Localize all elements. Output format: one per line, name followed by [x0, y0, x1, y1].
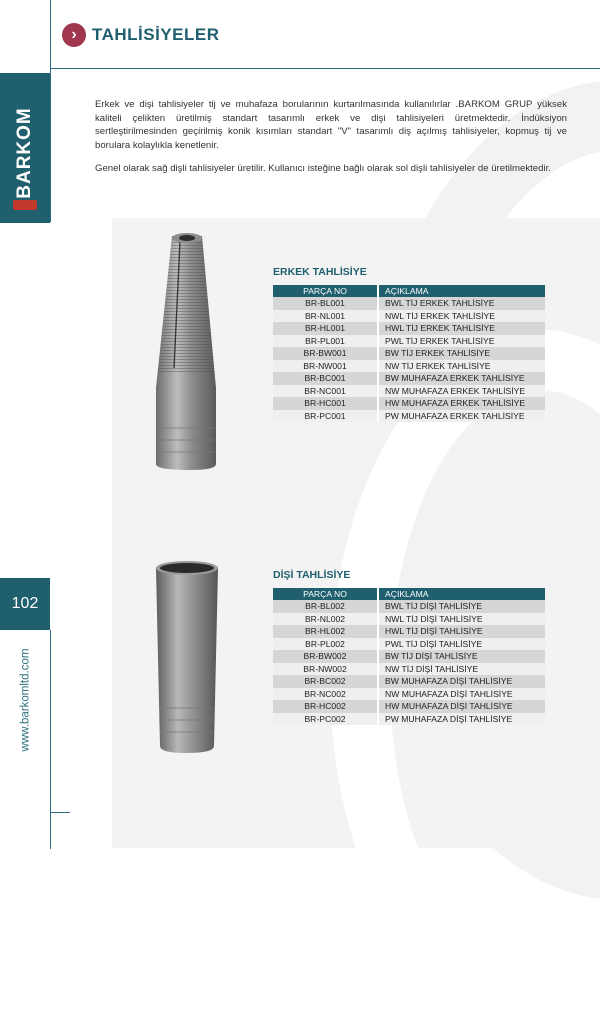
table-row [273, 650, 545, 663]
description-cell: PW MUHAFAZA ERKEK TAHLİSİYE [378, 410, 545, 423]
table-row [273, 310, 545, 323]
part-number-cell: BR-NL002 [273, 613, 378, 626]
description-cell: PW MUHAFAZA DİŞİ TAHLİSİYE [378, 713, 545, 726]
part-number-cell: BR-BL002 [273, 600, 378, 613]
male-tap-image [150, 228, 230, 473]
description-cell: NWL TİJ DİŞİ TAHLİSİYE [378, 613, 545, 626]
table-row [273, 663, 545, 676]
header-divider [50, 68, 600, 69]
sidebar-divider [50, 630, 51, 849]
part-number-cell: BR-NW001 [273, 360, 378, 373]
female-spec-table [273, 588, 545, 725]
description-cell: PWL TİJ DİŞİ TAHLİSİYE [378, 638, 545, 651]
part-number-cell: BR-HL002 [273, 625, 378, 638]
chevron-right-icon: › [62, 23, 86, 47]
description-cell: BWL TİJ DİŞİ TAHLİSİYE [378, 600, 545, 613]
description-cell: NWL TİJ ERKEK TAHLİSİYE [378, 310, 545, 323]
table-row [273, 675, 545, 688]
description-cell: HW MUHAFAZA ERKEK TAHLİSİYE [378, 397, 545, 410]
column-header-description: AÇIKLAMA [378, 285, 545, 297]
part-number-cell: BR-BL001 [273, 297, 378, 310]
description-cell: NW TİJ ERKEK TAHLİSİYE [378, 360, 545, 373]
intro-paragraph: Erkek ve dişi tahlisiyeler tij ve muhafaza borularının kurtarılmasında kullanılırlar .BARKOM GRUP yüksek kaliteli çelikten üretilmiş standart tasarımlı erkek ve dişi tahlisiyeleri üretmektedir. İndüksiyon sertleştirilmesinden geçirilmiş konik kısımları standart "V" tasarımlı diş açılmış tahlisiyeler, kopmuş tij ve borulara kolaylıkla kenetlenir. [95, 99, 567, 151]
part-number-cell: BR-NC002 [273, 688, 378, 701]
table-row [273, 347, 545, 360]
description-cell: NW MUHAFAZA ERKEK TAHLİSİYE [378, 385, 545, 398]
part-number-cell: BR-PL002 [273, 638, 378, 651]
description-cell: HWL TİJ DİŞİ TAHLİSİYE [378, 625, 545, 638]
part-number-cell: BR-PC001 [273, 410, 378, 423]
table-row [273, 700, 545, 713]
table-row [273, 372, 545, 385]
table-row [273, 297, 545, 310]
column-header-description: AÇIKLAMA [378, 588, 545, 600]
brand-logo-text: BARKOM [14, 107, 35, 199]
part-number-cell: BR-BC001 [273, 372, 378, 385]
male-spec-table [273, 285, 545, 422]
page-number: 102 [0, 578, 50, 630]
female-section-title: DİŞİ TAHLİSİYE [273, 569, 351, 581]
female-tap-image [148, 558, 228, 758]
table-row [273, 410, 545, 423]
table-row [273, 335, 545, 348]
table-row [273, 397, 545, 410]
website-link[interactable]: www.barkomltd.com [19, 648, 32, 752]
bottom-rule [50, 812, 70, 813]
part-number-cell: BR-NL001 [273, 310, 378, 323]
table-header-row [273, 285, 545, 297]
part-number-cell: BR-NC001 [273, 385, 378, 398]
table-header-row [273, 588, 545, 600]
part-number-cell: BR-BC002 [273, 675, 378, 688]
table-row [273, 625, 545, 638]
part-number-cell: BR-BW002 [273, 650, 378, 663]
description-cell: HWL TİJ ERKEK TAHLİSİYE [378, 322, 545, 335]
description-cell: NW TİJ DİŞİ TAHLİSİYE [378, 663, 545, 676]
description-cell: BW MUHAFAZA ERKEK TAHLİSİYE [378, 372, 545, 385]
description-cell: BWL TİJ ERKEK TAHLİSİYE [378, 297, 545, 310]
sidebar-divider [50, 0, 51, 222]
column-header-part-no: PARÇA NO [273, 285, 378, 297]
table-row [273, 600, 545, 613]
table-row [273, 713, 545, 726]
description-cell: HW MUHAFAZA DİŞİ TAHLİSİYE [378, 700, 545, 713]
male-section-title: ERKEK TAHLİSİYE [273, 266, 367, 278]
column-header-part-no: PARÇA NO [273, 588, 378, 600]
table-row [273, 360, 545, 373]
part-number-cell: BR-PC002 [273, 713, 378, 726]
description-cell: BW TİJ DİŞİ TAHLİSİYE [378, 650, 545, 663]
description-cell: PWL TİJ ERKEK TAHLİSİYE [378, 335, 545, 348]
table-row [273, 688, 545, 701]
part-number-cell: BR-BW001 [273, 347, 378, 360]
intro-text [95, 98, 567, 186]
description-cell: BW MUHAFAZA DİŞİ TAHLİSİYE [378, 675, 545, 688]
table-row [273, 638, 545, 651]
table-row [273, 385, 545, 398]
description-cell: BW TİJ ERKEK TAHLİSİYE [378, 347, 545, 360]
part-number-cell: BR-PL001 [273, 335, 378, 348]
intro-paragraph: Genel olarak sağ dişli tahlisiyeler üretilir. Kullanıcı isteğine bağlı olarak sol dişli tahlisiyeler de üretilmektedir. [95, 163, 551, 174]
brand-mark-icon [13, 200, 37, 210]
page-title: TAHLİSİYELER [92, 25, 220, 44]
part-number-cell: BR-HL001 [273, 322, 378, 335]
table-row [273, 322, 545, 335]
part-number-cell: BR-HC002 [273, 700, 378, 713]
part-number-cell: BR-HC001 [273, 397, 378, 410]
description-cell: NW MUHAFAZA DİŞİ TAHLİSİYE [378, 688, 545, 701]
part-number-cell: BR-NW002 [273, 663, 378, 676]
table-row [273, 613, 545, 626]
section-header [62, 20, 220, 50]
